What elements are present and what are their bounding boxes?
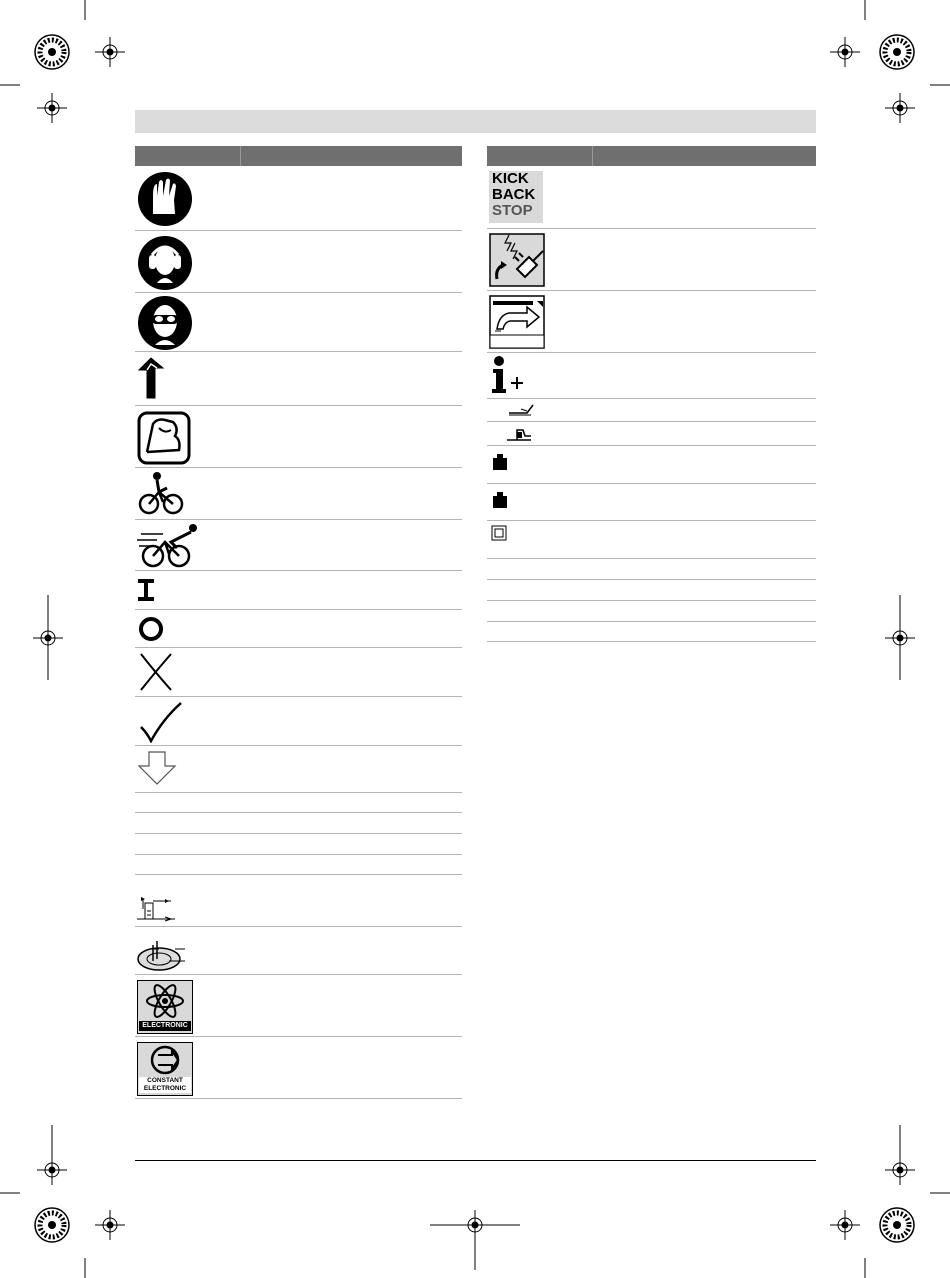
- push-direction-icon: [487, 291, 547, 351]
- table-row: [487, 422, 816, 446]
- table-row: [135, 610, 462, 648]
- cross-not-allowed-icon: [135, 648, 179, 694]
- table-row: [487, 229, 816, 291]
- kickback-label-line3: STOP: [492, 202, 533, 219]
- strong-arm-icon: [135, 406, 195, 466]
- table-row: [135, 406, 462, 468]
- down-arrow-icon: [135, 746, 181, 790]
- crosshair-icon: [33, 595, 63, 680]
- table-row: [487, 446, 816, 484]
- table-header: [487, 146, 816, 166]
- footer-rule: [135, 1160, 816, 1161]
- table-row: [135, 520, 462, 571]
- table-row: [135, 697, 462, 746]
- crosshair-icon: [885, 93, 915, 123]
- table-row: [135, 975, 462, 1037]
- information-plus-icon: [487, 353, 537, 397]
- table-row: [135, 1037, 462, 1099]
- protection-class-ii-icon: [487, 521, 517, 551]
- registration-sunburst-icon: [880, 1208, 914, 1242]
- weight-icon: [487, 484, 517, 514]
- symbols-table-left: [135, 146, 462, 1099]
- table-row: [135, 855, 462, 875]
- table-row: [135, 834, 462, 855]
- switch-on-icon: [135, 571, 165, 607]
- table-row: [135, 352, 462, 406]
- table-row: [487, 399, 816, 422]
- cyclist-fast-icon: [135, 520, 205, 570]
- crosshair-icon: [430, 1210, 520, 1270]
- cutting-depth-icon: [135, 875, 185, 925]
- table-row: [135, 875, 462, 927]
- switch-off-icon: [135, 610, 169, 646]
- electronic-atom-icon: [137, 980, 193, 1034]
- crosshair-icon: [37, 93, 67, 123]
- crosshair-icon: [830, 37, 860, 67]
- kickback-label-line2: BACK: [492, 186, 536, 203]
- symbols-table-right: [487, 146, 816, 642]
- saw-blade-diameter-icon: [135, 927, 189, 973]
- registration-sunburst-icon: [35, 1208, 69, 1242]
- crosshair-icon: [830, 1210, 860, 1240]
- table-row: [487, 580, 816, 601]
- crosshair-icon: [885, 1125, 915, 1185]
- table-row: [135, 793, 462, 813]
- checkmark-allowed-icon: [135, 697, 185, 743]
- table-row: [135, 571, 462, 610]
- table-row: [135, 813, 462, 834]
- table-row: [487, 166, 816, 229]
- cyclist-slow-icon: [135, 468, 195, 518]
- table-row: [135, 231, 462, 293]
- up-arrow-icon: [135, 352, 175, 402]
- unplug-power-icon: [487, 229, 547, 289]
- table-row: [135, 293, 462, 352]
- crosshair-icon: [95, 37, 125, 67]
- registration-sunburst-icon: [35, 35, 69, 69]
- eye-protection-icon: [135, 293, 195, 353]
- electronic-badge: ELECTRONIC: [139, 1021, 191, 1031]
- table-header: [135, 146, 462, 166]
- kickback-label-line1: KICK: [492, 170, 529, 187]
- kickback-stop-icon: [489, 171, 543, 223]
- attachment-large-icon: [487, 422, 547, 444]
- table-row: [135, 648, 462, 697]
- attachment-small-icon: [487, 399, 547, 421]
- constant-badge-line1: CONSTANT: [147, 1077, 183, 1084]
- table-row: [135, 166, 462, 231]
- table-row: [135, 468, 462, 520]
- crosshair-icon: [95, 1210, 125, 1240]
- constant-badge-line2: ELECTRONIC: [143, 1085, 187, 1092]
- table-row: [487, 521, 816, 559]
- registration-sunburst-icon: [880, 35, 914, 69]
- constant-electronic-icon: [137, 1042, 193, 1096]
- page-title-bar: [135, 110, 816, 133]
- protective-gloves-icon: [135, 166, 195, 228]
- table-row: [487, 291, 816, 353]
- table-row: [487, 601, 816, 622]
- table-row: [487, 559, 816, 580]
- table-row: [487, 484, 816, 521]
- table-row: [487, 353, 816, 399]
- table-row: [135, 927, 462, 975]
- crosshair-icon: [885, 595, 915, 680]
- weight-icon: [487, 446, 517, 476]
- ear-protection-icon: [135, 231, 195, 293]
- table-row: [487, 622, 816, 642]
- table-row: [135, 746, 462, 793]
- crosshair-icon: [37, 1125, 67, 1185]
